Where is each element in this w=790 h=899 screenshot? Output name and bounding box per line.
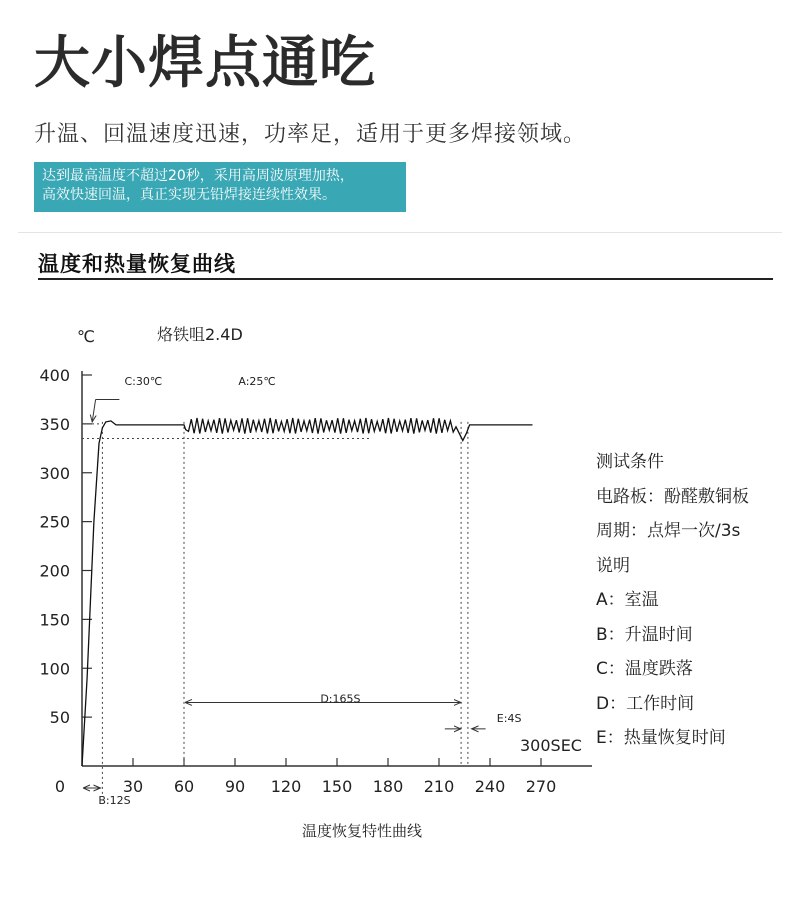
- x-tick-label: 210: [423, 777, 455, 796]
- chart-title: 烙铁咀2.4D: [157, 325, 243, 344]
- callout-line-2: 高效快速回温，真正实现无铅焊接连续性效果。: [42, 187, 336, 203]
- legend-line: 电路板：酚醛敷铜板: [596, 486, 749, 507]
- y-tick-label: 250: [39, 512, 70, 532]
- chart-legend: [596, 448, 749, 759]
- annotation-label: A:25℃: [238, 374, 276, 388]
- x-tick-label: 180: [372, 777, 404, 796]
- page-subtitle: 升温、回温速度迅速，功率足，适用于更多焊接领域。: [34, 122, 587, 147]
- x-tick-label: 150: [321, 777, 353, 796]
- annotation-label: E:4S: [496, 712, 522, 726]
- x-axis-unit: 300SEC: [520, 736, 582, 755]
- annotation-label: C:30℃: [124, 374, 163, 388]
- x-tick-label: 90: [224, 777, 246, 796]
- page-title: 大小焊点通吃: [34, 31, 376, 96]
- legend-line: C：温度跌落: [596, 659, 693, 679]
- legend-line: A：室温: [596, 590, 659, 610]
- x-tick-label: 60: [173, 777, 195, 796]
- chart-caption: 温度恢复特性曲线: [301, 822, 422, 840]
- annotation-label: D:165S: [320, 692, 361, 706]
- legend-line: 测试条件: [596, 452, 664, 472]
- y-tick-label: 200: [39, 561, 70, 581]
- y-axis-unit: ℃: [77, 327, 95, 346]
- y-tick-label: 50: [49, 708, 70, 728]
- x-tick-label: 0: [54, 777, 66, 796]
- drop-arrow-c: [92, 399, 95, 421]
- x-tick-label: 240: [474, 777, 506, 796]
- y-tick-label: 100: [39, 659, 70, 679]
- x-tick-label: 120: [270, 777, 302, 796]
- y-tick-label: 350: [39, 414, 70, 434]
- section-title: 温度和热量恢复曲线: [38, 252, 236, 276]
- y-tick-label: 150: [39, 610, 70, 630]
- legend-line: 说明: [596, 555, 630, 576]
- legend-line: E：热量恢复时间: [596, 728, 726, 748]
- y-tick-label: 300: [39, 463, 70, 483]
- y-tick-label: 400: [39, 366, 70, 385]
- x-tick-label: 270: [525, 777, 557, 796]
- legend-line: D：工作时间: [596, 693, 695, 714]
- annotation-label: B:12S: [98, 794, 131, 807]
- callout-line-1: 达到最高温度不超过20秒，采用高周波原理加热，: [42, 168, 354, 184]
- legend-line: 周期：点焊一次/3s: [596, 521, 741, 541]
- temperature-curve: [82, 418, 533, 766]
- x-tick-label: 30: [122, 777, 144, 796]
- legend-line: B：升温时间: [596, 624, 693, 645]
